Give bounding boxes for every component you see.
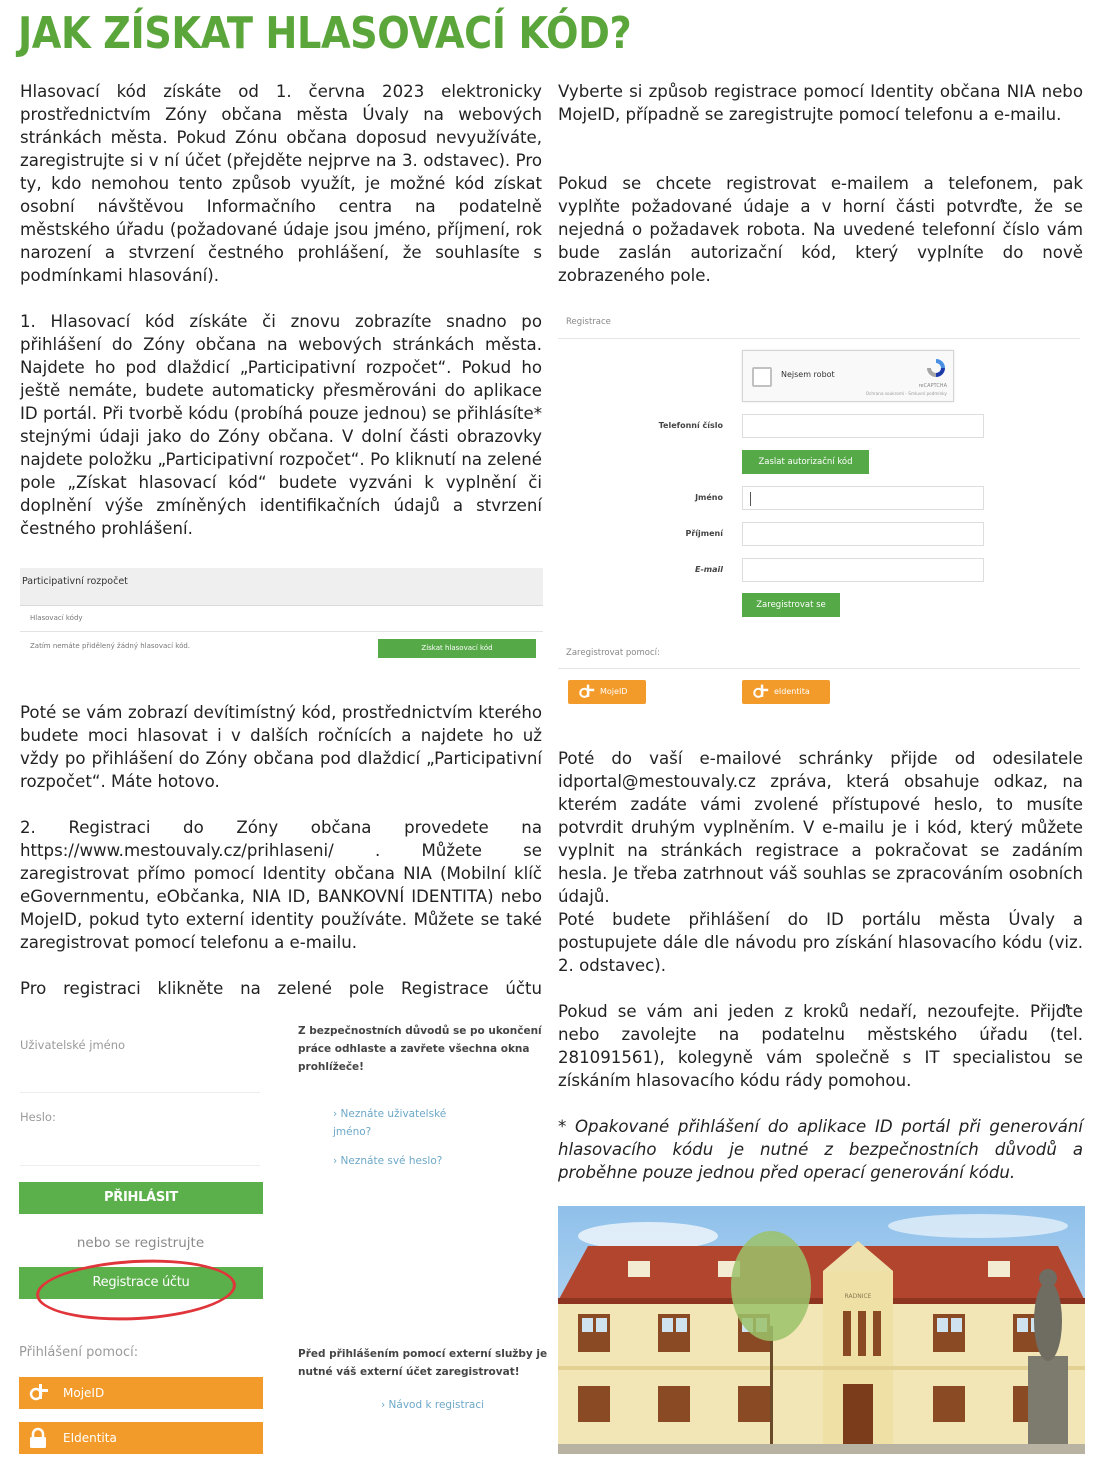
external-service-note: Před přihlášením pomocí externí služby je nutné váš externí účet zaregistrovat! bbox=[298, 1348, 548, 1378]
captcha-label: Nejsem robot bbox=[781, 370, 835, 379]
send-code-button[interactable]: Zaslat autorizační kód bbox=[742, 450, 869, 474]
lock-icon bbox=[27, 1427, 49, 1449]
mojeid-icon bbox=[751, 683, 769, 701]
panel-subtitle: Hlasovací kódy bbox=[30, 614, 83, 622]
or-register-text: nebo se registrujte bbox=[76, 1235, 205, 1251]
highlight-ring bbox=[35, 1255, 238, 1325]
page-title: JAK ZÍSKAT HLASOVACÍ KÓD? bbox=[18, 8, 632, 59]
surname-label: Příjmení bbox=[685, 529, 723, 538]
left-paragraph-1: Hlasovací kód získáte od 1. června 2023 elektronicky prostřednictvím Zóny občana města Úvaly na webových stránkách města. Pokud Zónu občana doposud nevyužíváte, zaregistrujte si v ní účet (přejděte nejprve na 3. odstavec). Pro ty, kdo nemohou tento způsob využít, je možné kód získat osobní návštěvou Informačního centra na podatelně městského úřadu (požadované údaje jsou jméno, příjmení, rok narození a stvrzení čestného prohlášení, že souhlasíte s podmínkami hlasování). bbox=[20, 82, 542, 285]
register-via-label: Zaregistrovat pomocí: bbox=[566, 648, 660, 658]
name-input[interactable] bbox=[742, 486, 984, 510]
right-footnote: * Opakované přihlášení do aplikace ID portál při generování hlasovacího kódu je nutné z bezpečnostních důvodů a proběhne pouze jednou před operací generování kódu. bbox=[558, 1117, 1083, 1182]
mojeid-icon bbox=[577, 683, 595, 701]
phone-label: Telefonní číslo bbox=[658, 421, 723, 430]
eidentita-login-button[interactable] bbox=[19, 1422, 263, 1454]
recaptcha-widget bbox=[742, 350, 954, 402]
register-submit-button[interactable]: Zaregistrovat se bbox=[742, 593, 840, 617]
left-paragraph-5: Pro registraci klikněte na zelené pole Registrace účtu bbox=[20, 979, 542, 998]
left-paragraph-3: Poté se vám zobrazí devítimístný kód, prostřednictvím kterého budete moci hlasovat i v dalších ročnících a najdete ho už vždy po přihlášení do Zóny občana pod dlaždicí „Participativní rozpočet“. Máte hotovo. bbox=[20, 703, 542, 791]
forgot-username-link[interactable]: › Neznáte uživatelské jméno? bbox=[333, 1108, 447, 1138]
login-via-label: Přihlášení pomocí: bbox=[19, 1345, 139, 1360]
name-label: Jméno bbox=[695, 493, 723, 502]
right-paragraph-5: Pokud se vám ani jeden z kroků nedaří, nezoufejte. Přijďte nebo zavolejte na podatelnu městského úřadu (tel. 281091561), kolegyně vám společně s IT specialistou se získáním hlasovacího kódu rády pomohou. bbox=[558, 1002, 1083, 1090]
registration-header: Registrace bbox=[566, 317, 611, 327]
captcha-links: Ochrana soukromí - Smluvní podmínky bbox=[865, 391, 947, 396]
right-paragraph-1: Vyberte si způsob registrace pomocí Identity občana NIA nebo MojeID, případně se zaregistrujte pomocí telefonu a e-mailu. bbox=[558, 82, 1083, 124]
email-input[interactable] bbox=[742, 558, 984, 582]
login-form-screenshot bbox=[18, 1020, 548, 1460]
panel-header: Participativní rozpočet bbox=[20, 568, 543, 606]
divider bbox=[20, 631, 543, 632]
surname-input[interactable] bbox=[742, 522, 984, 546]
username-input[interactable] bbox=[20, 1092, 260, 1093]
security-note: Z bezpečnostních důvodů se po ukončení práce odhlaste a zavřete všechna okna prohlížeče! bbox=[298, 1025, 542, 1073]
forgot-password-link[interactable]: › Neznáte své heslo? bbox=[333, 1155, 443, 1167]
town-hall-photo bbox=[558, 1206, 1085, 1454]
right-paragraph-4: Poté budete přihlášení do ID portálu města Úvaly a postupujete dále dle návodu pro získání hlasovacího kódu (viz. 2. odstavec). bbox=[558, 910, 1083, 975]
password-input[interactable] bbox=[20, 1165, 260, 1166]
divider bbox=[558, 668, 1080, 669]
register-account-button[interactable]: Registrace účtu bbox=[19, 1267, 263, 1299]
right-paragraph-2: Pokud se chcete registrovat e-mailem a telefonem, pak vyplňte požadované údaje a v horní části potvrďte, že se nejedná o požadavek robota. Na uvedené telefonní číslo vám bude zaslán autorizační kód, který vyplníte do nově zobrazeného pole. bbox=[558, 174, 1083, 285]
registration-guide-link[interactable]: › Návod k registraci bbox=[381, 1399, 485, 1411]
right-paragraph-3: Poté do vaší e-mailové schránky přijde od odesilatele idportal@mestouvaly.cz zpráva, která obsahuje odkaz, na kterém zadáte vámi zvolené přístupové heslo, to musíte potvrdit druhým vyplněním. V e-mailu je i kód, který můžete vyplnit na stránkách registrace a pokračovat se zadáním hesla. Je třeba zatrhnout váš souhlas se zpracováním osobních údajů. bbox=[558, 749, 1083, 906]
password-label: Heslo: bbox=[20, 1110, 56, 1124]
recaptcha-logo-icon bbox=[925, 357, 947, 379]
username-label: Uživatelské jméno bbox=[20, 1038, 126, 1052]
eidentita-label: EIdentita bbox=[63, 1431, 117, 1445]
radnice-sign: RADNICE bbox=[844, 1293, 872, 1300]
phone-input[interactable] bbox=[742, 414, 984, 438]
captcha-brand: reCAPTCHA bbox=[918, 383, 947, 389]
get-code-button[interactable]: Získat hlasovací kód bbox=[378, 639, 536, 658]
participativni-rozpocet-panel bbox=[20, 568, 543, 668]
mojeid-label: MojeID bbox=[600, 687, 628, 696]
left-paragraph-4: 2. Registraci do Zóny občana provedete na https://www.mestouvaly.cz/prihlaseni/ . Můžete se zaregistrovat přímo pomocí Identity občana NIA (Mobilní klíč eGovernmentu, eObčanka, NIA ID, BANKOVNÍ IDENTITA) nebo MojeID, pokud tyto externí identity používáte. Můžete se také zaregistrovat pomocí telefonu a e-mailu. bbox=[20, 818, 542, 952]
mojeid-label: MojeID bbox=[63, 1386, 105, 1400]
text-cursor bbox=[750, 492, 751, 506]
registration-form-screenshot bbox=[558, 308, 1083, 718]
login-button[interactable]: PŘIHLÁSIT bbox=[19, 1182, 263, 1214]
captcha-checkbox[interactable] bbox=[752, 367, 772, 387]
mojeid-icon bbox=[27, 1382, 49, 1404]
left-paragraph-2: 1. Hlasovací kód získáte či znovu zobrazíte snadno po přihlášení do Zóny občana na webových stránkách města. Najdete ho pod dlaždicí „Participativní rozpočet“. Pokud ho ještě nemáte, budete automaticky přesměrováni do aplikace ID portál. Při tvorbě kódu (probíhá pouze jednou) se přihlásíte* stejnými údaji jako do Zóny občana. V dolní části obrazovky najdete položku „Participativní rozpočet“. Po kliknutí na zelené pole „Získat hlasovací kód“ budete vyzváni k vyplnění či doplnění výše zmíněných identifikačních údajů a stvrzení čestného prohlášení. bbox=[20, 312, 542, 538]
eidentita-register-button[interactable] bbox=[742, 680, 830, 704]
email-label: E-mail bbox=[694, 565, 723, 574]
mojeid-login-button[interactable] bbox=[19, 1377, 263, 1409]
empty-message: Zatím nemáte přidělený žádný hlasovací kód. bbox=[30, 642, 191, 650]
mojeid-register-button[interactable] bbox=[568, 680, 646, 704]
divider bbox=[558, 338, 1080, 339]
town-hall-illustration bbox=[558, 1206, 1085, 1454]
eidentita-label: eIdentita bbox=[774, 687, 810, 696]
